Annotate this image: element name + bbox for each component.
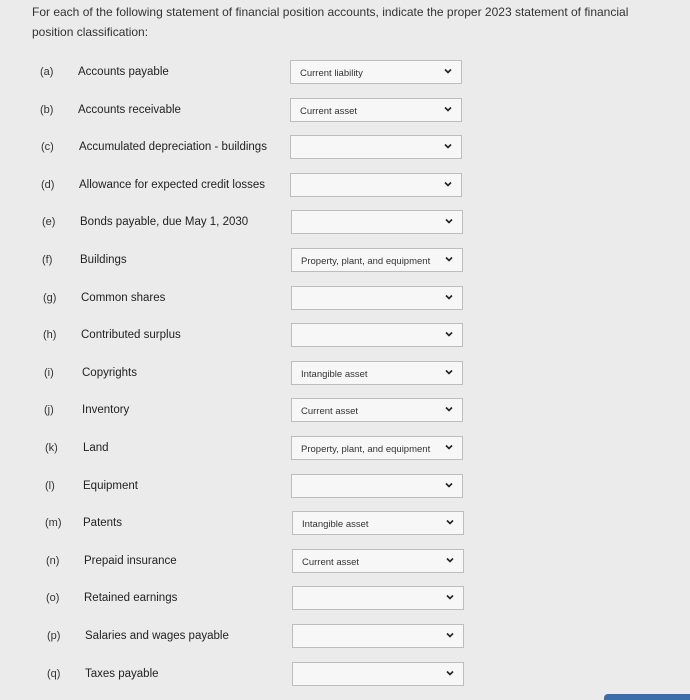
chevron-down-icon: [444, 142, 452, 150]
row-letter: (n): [46, 555, 60, 567]
chevron-down-icon: [446, 631, 454, 639]
classification-select[interactable]: [290, 60, 462, 84]
classification-row: [0, 60, 660, 86]
classification-row: [0, 549, 660, 575]
chevron-down-icon: [446, 556, 454, 564]
account-name: Prepaid insurance: [84, 555, 177, 567]
row-letter: (e): [42, 216, 56, 228]
selected-value: Current asset: [302, 557, 360, 568]
row-letter: (f): [42, 254, 53, 266]
account-name: Patents: [83, 517, 122, 529]
classification-row: [0, 511, 660, 537]
selected-value: Intangible asset: [302, 519, 369, 530]
classification-row: [0, 210, 660, 236]
chevron-down-icon: [444, 105, 452, 113]
classification-select[interactable]: [292, 662, 464, 686]
classification-row: [0, 248, 660, 274]
classification-row: [0, 586, 660, 612]
classification-select[interactable]: [291, 361, 463, 385]
classification-row: [0, 398, 660, 424]
row-letter: (i): [44, 367, 54, 379]
classification-select[interactable]: [291, 436, 463, 460]
account-name: Buildings: [80, 254, 127, 266]
account-name: Taxes payable: [85, 668, 159, 680]
account-name: Salaries and wages payable: [85, 630, 229, 642]
chevron-down-icon: [446, 518, 454, 526]
account-name: Accounts receivable: [78, 104, 181, 116]
chevron-down-icon: [445, 368, 453, 376]
classification-select[interactable]: [291, 286, 463, 310]
selected-value: Current asset: [301, 406, 359, 417]
account-name: Allowance for expected credit losses: [79, 179, 266, 191]
classification-select[interactable]: [292, 549, 464, 573]
classification-select[interactable]: [291, 210, 463, 234]
selected-value: Intangible asset: [301, 369, 368, 380]
classification-row: [0, 474, 660, 500]
classification-row: [0, 98, 660, 124]
instructions-text: For each of the following statement of financial position accounts, indicate the proper 2023 statement of financial position classification:: [32, 5, 629, 39]
row-letter: (p): [47, 630, 61, 642]
classification-select[interactable]: [291, 398, 463, 422]
classification-select[interactable]: [290, 173, 462, 197]
chevron-down-icon: [445, 293, 453, 301]
classification-select[interactable]: [292, 624, 464, 648]
row-letter: (b): [40, 104, 54, 116]
account-name: Copyrights: [82, 367, 137, 379]
row-letter: (l): [45, 480, 55, 492]
row-letter: (k): [45, 442, 58, 454]
selected-value: Property, plant, and equipment: [301, 444, 431, 455]
account-name: Common shares: [81, 292, 166, 304]
classification-row: [0, 436, 660, 462]
chevron-down-icon: [445, 443, 453, 451]
account-name: Land: [83, 442, 109, 454]
row-letter: (g): [43, 292, 57, 304]
classification-row: [0, 361, 660, 387]
row-letter: (o): [46, 592, 60, 604]
selected-value: Current asset: [300, 106, 358, 117]
row-letter: (d): [41, 179, 55, 191]
classification-select[interactable]: [290, 98, 462, 122]
account-name: Accumulated depreciation - buildings: [79, 141, 267, 153]
selected-value: Property, plant, and equipment: [301, 256, 431, 267]
chevron-down-icon: [445, 405, 453, 413]
account-name: Bonds payable, due May 1, 2030: [80, 216, 249, 228]
classification-row: [0, 662, 660, 688]
chevron-down-icon: [446, 669, 454, 677]
classification-select[interactable]: [292, 586, 464, 610]
classification-row: [0, 135, 660, 161]
classification-row: [0, 173, 660, 199]
classification-row: [0, 624, 660, 650]
classification-select[interactable]: [292, 511, 464, 535]
account-name: Accounts payable: [78, 66, 169, 78]
account-name: Contributed surplus: [81, 329, 181, 341]
classification-select[interactable]: [291, 474, 463, 498]
chevron-down-icon: [444, 67, 452, 75]
row-letter: (a): [40, 66, 54, 78]
row-letter: (m): [45, 517, 62, 529]
classification-select[interactable]: [291, 323, 463, 347]
row-letter: (j): [44, 404, 54, 416]
chevron-down-icon: [445, 330, 453, 338]
classification-select[interactable]: [290, 135, 462, 159]
chevron-down-icon: [445, 217, 453, 225]
submit-button-edge[interactable]: [604, 694, 690, 700]
selected-value: Current liability: [300, 68, 363, 79]
classification-row: [0, 323, 660, 349]
chevron-down-icon: [445, 255, 453, 263]
classification-row: [0, 286, 660, 312]
account-name: Retained earnings: [84, 592, 178, 604]
chevron-down-icon: [446, 593, 454, 601]
chevron-down-icon: [444, 180, 452, 188]
account-name: Inventory: [82, 404, 130, 416]
classification-select[interactable]: [291, 248, 463, 272]
account-name: Equipment: [83, 480, 138, 492]
chevron-down-icon: [445, 481, 453, 489]
row-letter: (q): [47, 668, 61, 680]
row-letter: (h): [43, 329, 57, 341]
row-letter: (c): [41, 141, 54, 153]
